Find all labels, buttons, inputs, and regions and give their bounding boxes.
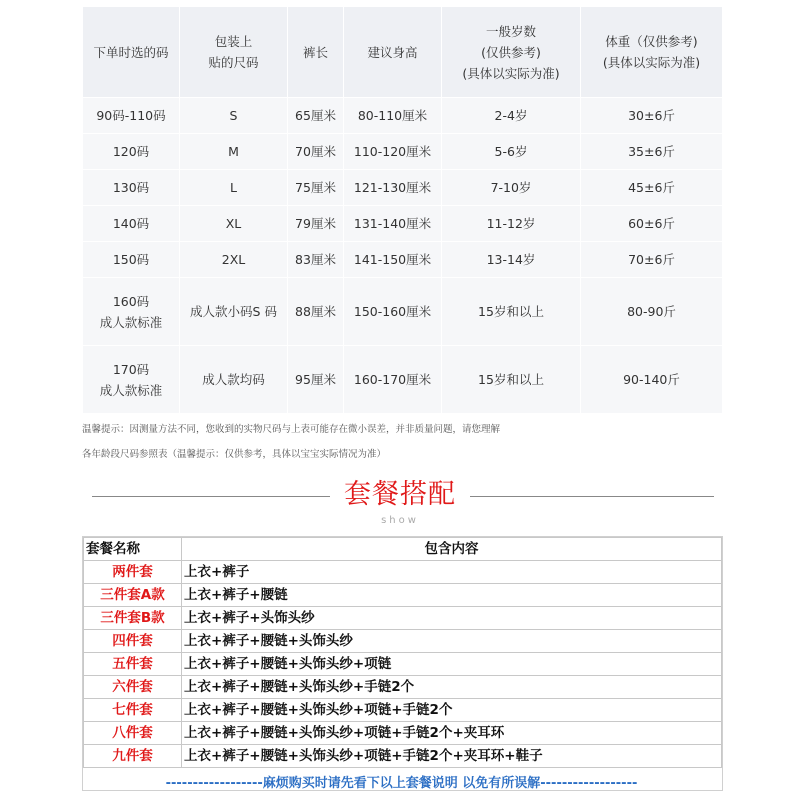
height-cell: 141-150厘米: [344, 242, 442, 278]
age-cell: 15岁和以上: [442, 278, 581, 346]
order-size-line: 120码: [112, 144, 150, 159]
weight-cell: 30±6斤: [581, 98, 723, 134]
package-row: [84, 653, 722, 676]
size-chart-table: [82, 6, 723, 414]
package-row: [84, 561, 722, 584]
package-name: 两件套: [84, 561, 182, 584]
pants-length-cell: 88厘米: [288, 278, 344, 346]
size-header-line: (具体以实际为准): [602, 55, 701, 70]
package-name: 三件套B款: [84, 607, 182, 630]
package-table-frame: [82, 536, 723, 791]
weight-cell: 70±6斤: [581, 242, 723, 278]
package-name: 五件套: [84, 653, 182, 676]
order-size-cell: [83, 206, 180, 242]
order-size-cell: [83, 98, 180, 134]
package-content-header: 包含内容: [182, 538, 722, 561]
size-header-cell: [180, 7, 288, 98]
height-cell: 121-130厘米: [344, 170, 442, 206]
size-header-cell: [288, 7, 344, 98]
order-size-line: 成人款标准: [99, 382, 163, 398]
height-cell: 80-110厘米: [344, 98, 442, 134]
pants-length-cell: 65厘米: [288, 98, 344, 134]
label-size-cell: 成人款小码S 码: [180, 278, 288, 346]
order-size-cell: [83, 278, 180, 346]
order-size-line: 140码: [112, 216, 150, 231]
package-table: [83, 537, 722, 768]
pants-length-cell: 95厘米: [288, 346, 344, 414]
height-cell: 131-140厘米: [344, 206, 442, 242]
label-size-cell: 成人款均码: [180, 346, 288, 414]
package-name: 七件套: [84, 699, 182, 722]
order-size-cell: [83, 346, 180, 414]
order-size-line: 90码-110码: [96, 108, 166, 123]
package-content: 上衣+裤子+腰链+头饰头纱+手链2个: [182, 676, 722, 699]
age-reference-note: 各年龄段尺码参照表（温馨提示：仅供参考，具体以宝宝实际情况为准）: [82, 449, 387, 460]
order-size-line: 成人款标准: [99, 314, 163, 330]
order-size-cell: [83, 134, 180, 170]
size-row: [83, 98, 723, 134]
size-row: [83, 278, 723, 346]
pants-length-cell: 83厘米: [288, 242, 344, 278]
package-content: 上衣+裤子: [182, 561, 722, 584]
weight-cell: 80-90斤: [581, 278, 723, 346]
size-row: [83, 242, 723, 278]
package-content: 上衣+裤子+头饰头纱: [182, 607, 722, 630]
package-name: 四件套: [84, 630, 182, 653]
size-header-line: 体重（仅供参考): [605, 34, 698, 49]
package-footer-note: ------------------麻烦购买时请先看下以上套餐说明 以免有所误解------------------: [165, 776, 638, 791]
size-header-line: 下单时选的码: [93, 44, 169, 60]
package-row: [84, 676, 722, 699]
label-size-cell: 2XL: [180, 242, 288, 278]
size-header-cell: [581, 7, 723, 98]
package-name: 六件套: [84, 676, 182, 699]
pants-length-cell: 75厘米: [288, 170, 344, 206]
age-cell: 5-6岁: [442, 134, 581, 170]
package-name-header: 套餐名称: [84, 538, 182, 561]
size-header-cell: [442, 7, 581, 98]
package-content: 上衣+裤子+腰链+头饰头纱+项链+手链2个+夹耳环+鞋子: [182, 745, 722, 768]
size-header-cell: [83, 7, 180, 98]
size-header-line: (具体以实际为准): [462, 65, 560, 81]
size-header-line: (仅供参考): [481, 44, 541, 60]
section-subtitle: show: [381, 515, 419, 526]
age-cell: 15岁和以上: [442, 346, 581, 414]
package-name: 九件套: [84, 745, 182, 768]
package-content: 上衣+裤子+腰链+头饰头纱+项链+手链2个: [182, 699, 722, 722]
pants-length-cell: 79厘米: [288, 206, 344, 242]
height-cell: 110-120厘米: [344, 134, 442, 170]
package-row: [84, 745, 722, 768]
age-cell: 13-14岁: [442, 242, 581, 278]
size-row: [83, 346, 723, 414]
order-size-line: 160码: [112, 293, 150, 309]
size-row: [83, 170, 723, 206]
size-chart-header-row: [83, 7, 723, 98]
label-size-cell: M: [180, 134, 288, 170]
weight-cell: 35±6斤: [581, 134, 723, 170]
weight-cell: 45±6斤: [581, 170, 723, 206]
age-cell: 7-10岁: [442, 170, 581, 206]
size-row: [83, 206, 723, 242]
package-row: [84, 630, 722, 653]
order-size-cell: [83, 170, 180, 206]
size-row: [83, 134, 723, 170]
package-content: 上衣+裤子+腰链+头饰头纱+项链+手链2个+夹耳环: [182, 722, 722, 745]
package-row: [84, 699, 722, 722]
package-row: [84, 607, 722, 630]
age-cell: 2-4岁: [442, 98, 581, 134]
height-cell: 150-160厘米: [344, 278, 442, 346]
order-size-line: 150码: [112, 252, 150, 267]
height-cell: 160-170厘米: [344, 346, 442, 414]
size-header-line: 包装上: [214, 34, 253, 49]
order-size-line: 130码: [112, 180, 150, 195]
weight-cell: 60±6斤: [581, 206, 723, 242]
package-content: 上衣+裤子+腰链+头饰头纱: [182, 630, 722, 653]
package-name: 八件套: [84, 722, 182, 745]
label-size-cell: S: [180, 98, 288, 134]
weight-cell: 90-140斤: [581, 346, 723, 414]
age-cell: 11-12岁: [442, 206, 581, 242]
label-size-cell: L: [180, 170, 288, 206]
package-row: [84, 584, 722, 607]
measurement-note: 温馨提示：因测量方法不同，您收到的实物尺码与上表可能存在微小误差，并非质量问题，请您理解: [82, 424, 501, 435]
size-header-line: 一般岁数: [485, 23, 536, 39]
pants-length-cell: 70厘米: [288, 134, 344, 170]
label-size-cell: XL: [180, 206, 288, 242]
package-name: 三件套A款: [84, 584, 182, 607]
size-header-line: 裤长: [302, 44, 328, 60]
package-header-row: [84, 538, 722, 561]
size-header-cell: [344, 7, 442, 98]
section-title: 套餐搭配: [344, 479, 456, 510]
order-size-line: 170码: [112, 361, 150, 377]
package-row: [84, 722, 722, 745]
size-header-line: 贴的尺码: [208, 55, 259, 70]
package-content: 上衣+裤子+腰链+头饰头纱+项链: [182, 653, 722, 676]
section-divider-right: [470, 496, 714, 497]
order-size-cell: [83, 242, 180, 278]
section-divider-left: [92, 496, 330, 497]
size-header-line: 建议身高: [367, 44, 418, 60]
package-content: 上衣+裤子+腰链: [182, 584, 722, 607]
